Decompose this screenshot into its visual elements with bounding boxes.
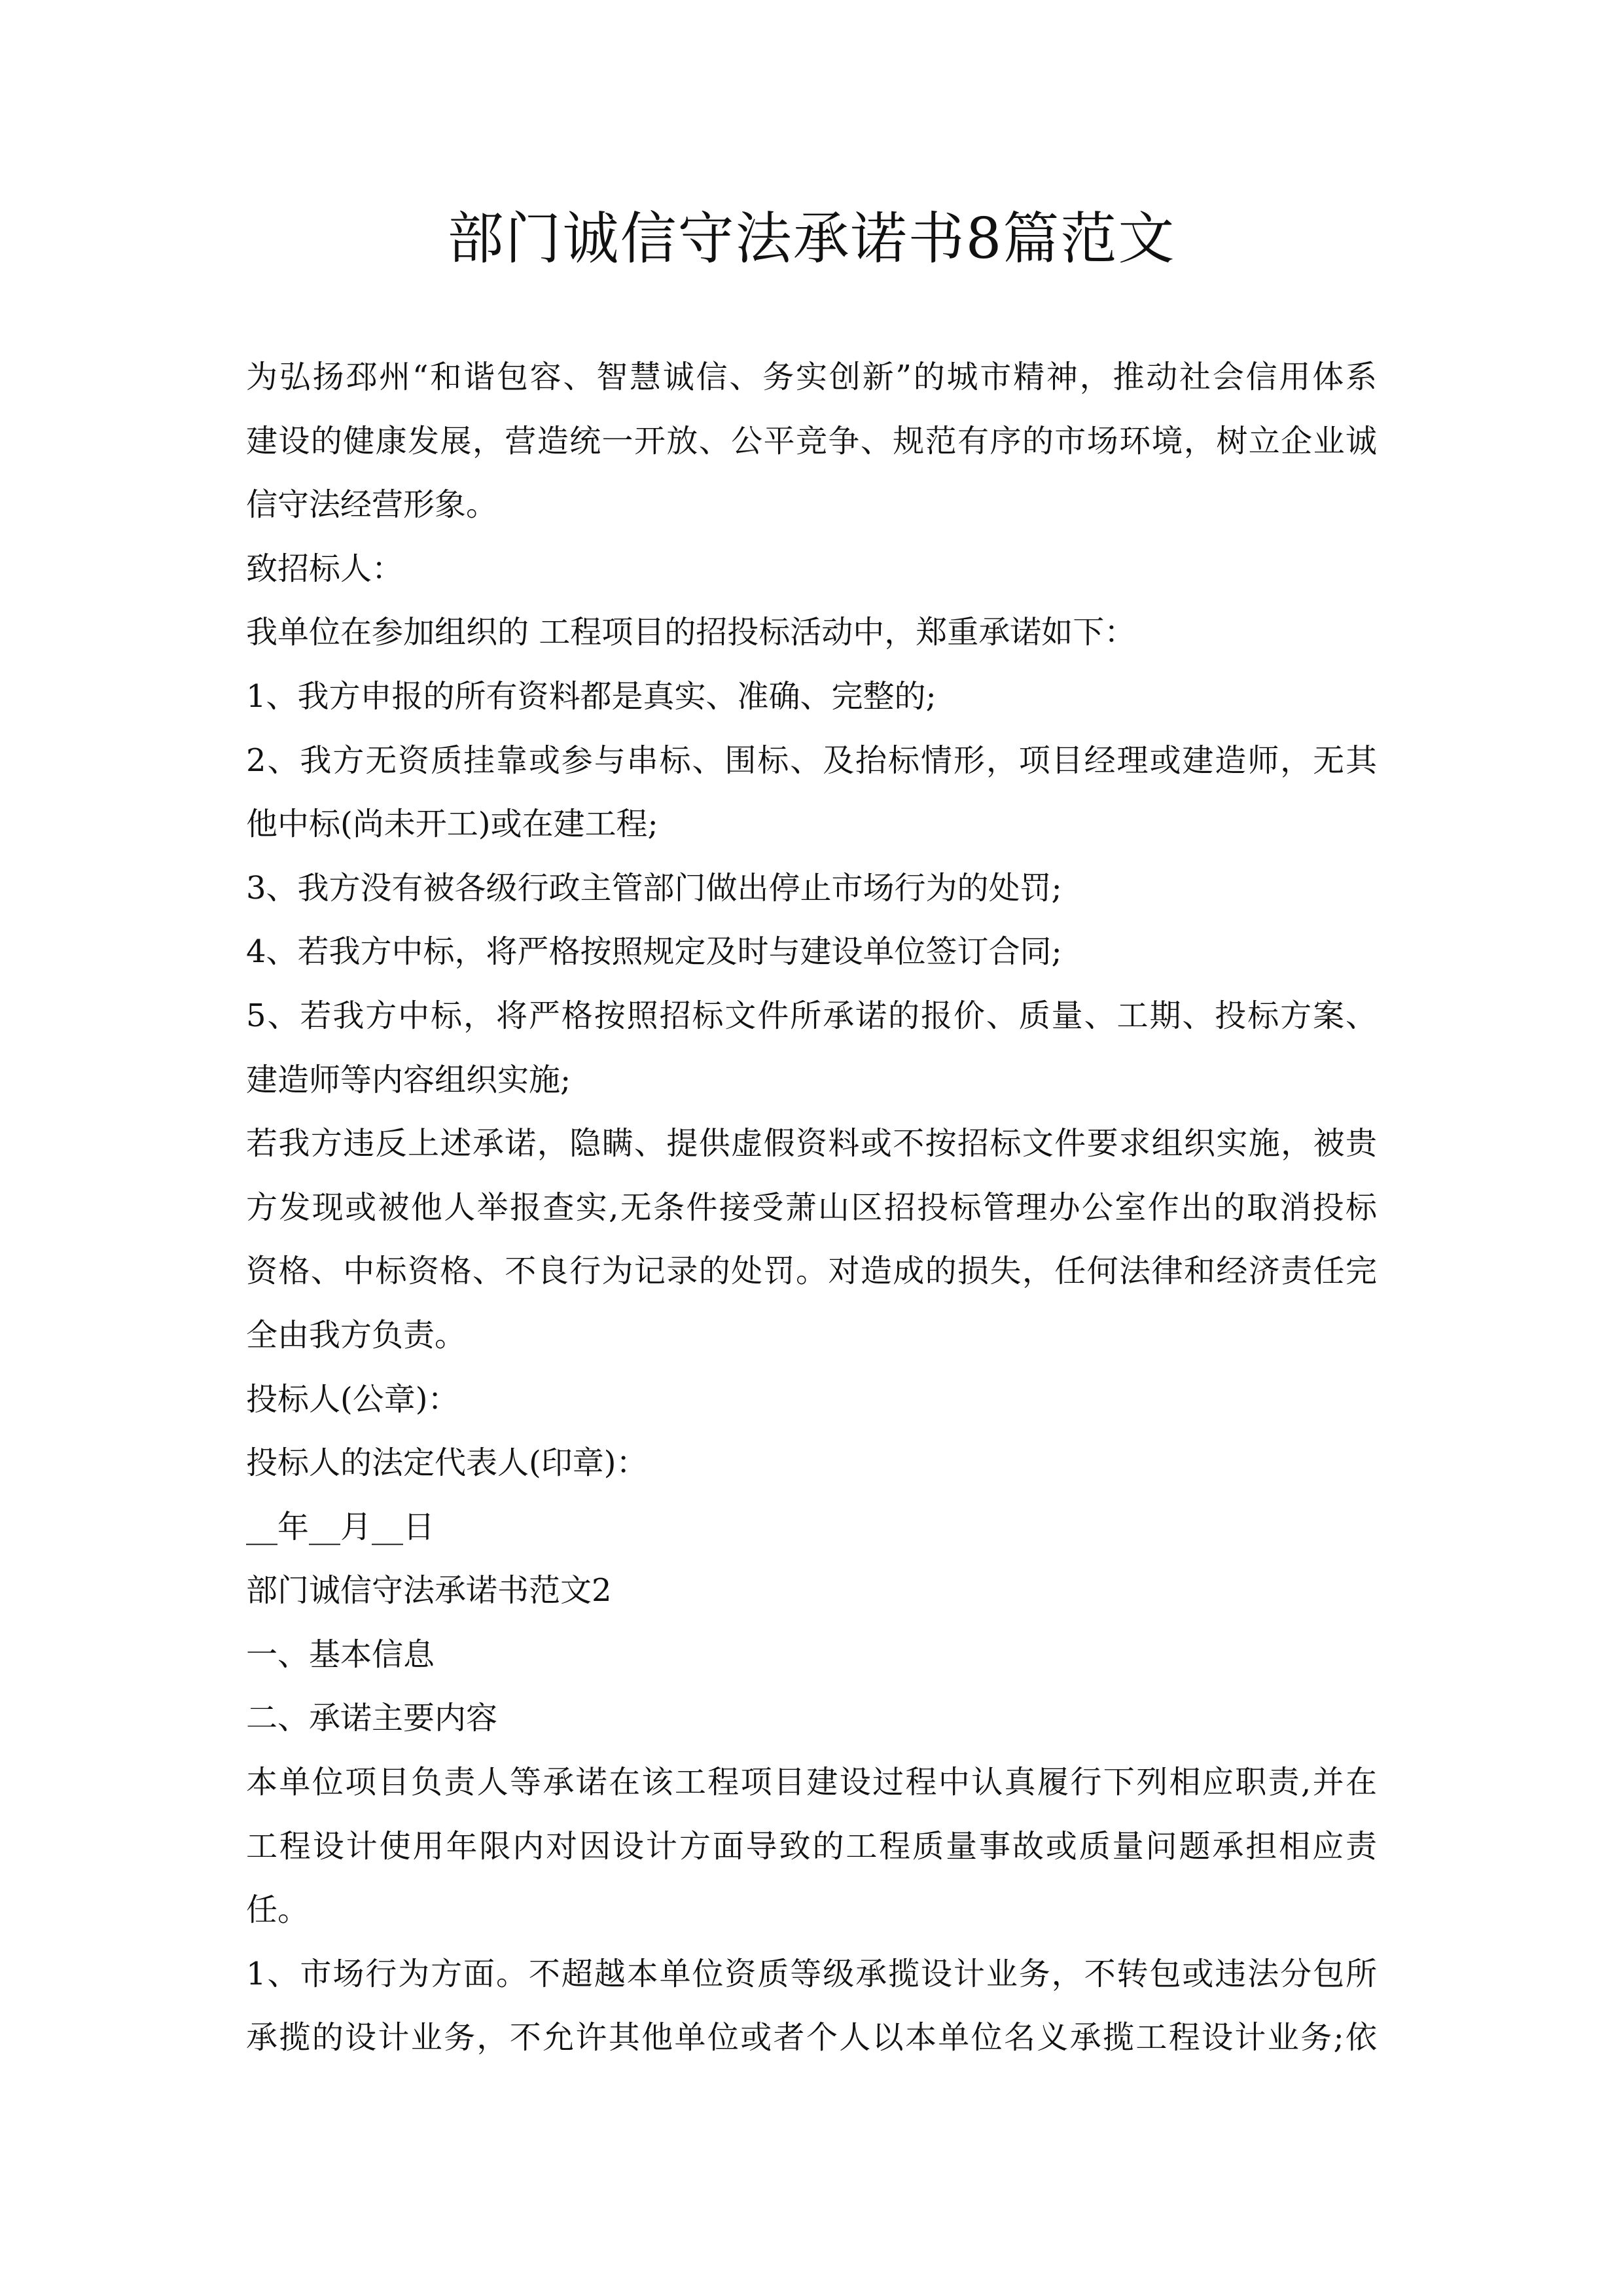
text-line: 1、我方申报的所有资料都是真实、准确、完整的; <box>246 677 936 715</box>
text-line: 一、基本信息 <box>246 1636 435 1673</box>
text-line: 建造师等内容组织实施; <box>246 1061 571 1098</box>
text-line: __年__月__日 <box>246 1508 435 1545</box>
text-line: 投标人的法定代表人(印章)： <box>246 1444 648 1482</box>
text-line: 工程设计使用年限内对因设计方面导致的工程质量事故或质量问题承担相应责 <box>246 1827 1377 1865</box>
document-body <box>246 346 1377 2070</box>
text-line: 资格、中标资格、不良行为记录的处罚。对造成的损失，任何法律和经济责任完 <box>246 1253 1377 1290</box>
text-line: 致招标人： <box>246 550 404 587</box>
text-line: 任。 <box>246 1892 310 1929</box>
text-line: 若我方违反上述承诺，隐瞒、提供虚假资料或不按招标文件要求组织实施，被贵 <box>246 1125 1377 1162</box>
text-line: 部门诚信守法承诺书范文2 <box>246 1572 612 1609</box>
text-line: 本单位项目负责人等承诺在该工程项目建设过程中认真履行下列相应职责,并在 <box>246 1764 1377 1801</box>
text-line: 2、我方无资质挂靠或参与串标、围标、及抬标情形，项目经理或建造师，无其 <box>246 742 1377 779</box>
text-line: 二、承诺主要内容 <box>246 1700 498 1737</box>
text-line: 信守法经营形象。 <box>246 486 498 524</box>
text-line: 4、若我方中标，将严格按照规定及时与建设单位签订合同; <box>246 933 1062 971</box>
text-line: 投标人(公章)： <box>246 1380 459 1418</box>
text-line: 建设的健康发展，营造统一开放、公平竞争、规范有序的市场环境，树立企业诚 <box>246 422 1377 459</box>
text-line: 5、若我方中标，将严格按照招标文件所承诺的报价、质量、工期、投标方案、 <box>246 997 1377 1034</box>
text-line: 承揽的设计业务，不允许其他单位或者个人以本单位名义承揽工程设计业务;依 <box>246 2019 1377 2056</box>
text-line: 全由我方负责。 <box>246 1316 467 1354</box>
document-title: 部门诚信守法承诺书8篇范文 <box>447 206 1176 272</box>
text-line: 我单位在参加组织的 工程项目的招投标活动中，郑重承诺如下： <box>246 614 1136 651</box>
text-line: 3、我方没有被各级行政主管部门做出停止市场行为的处罚; <box>246 869 1062 906</box>
text-line: 他中标(尚未开工)或在建工程; <box>246 806 658 843</box>
text-line: 1、市场行为方面。不超越本单位资质等级承揽设计业务，不转包或违法分包所 <box>246 1955 1377 1992</box>
text-line: 为弘扬邳州“和谐包容、智慧诚信、务实创新”的城市精神，推动社会信用体系 <box>246 359 1377 395</box>
text-line: 方发现或被他人举报查实,无条件接受萧山区招投标管理办公室作出的取消投标 <box>246 1189 1377 1226</box>
